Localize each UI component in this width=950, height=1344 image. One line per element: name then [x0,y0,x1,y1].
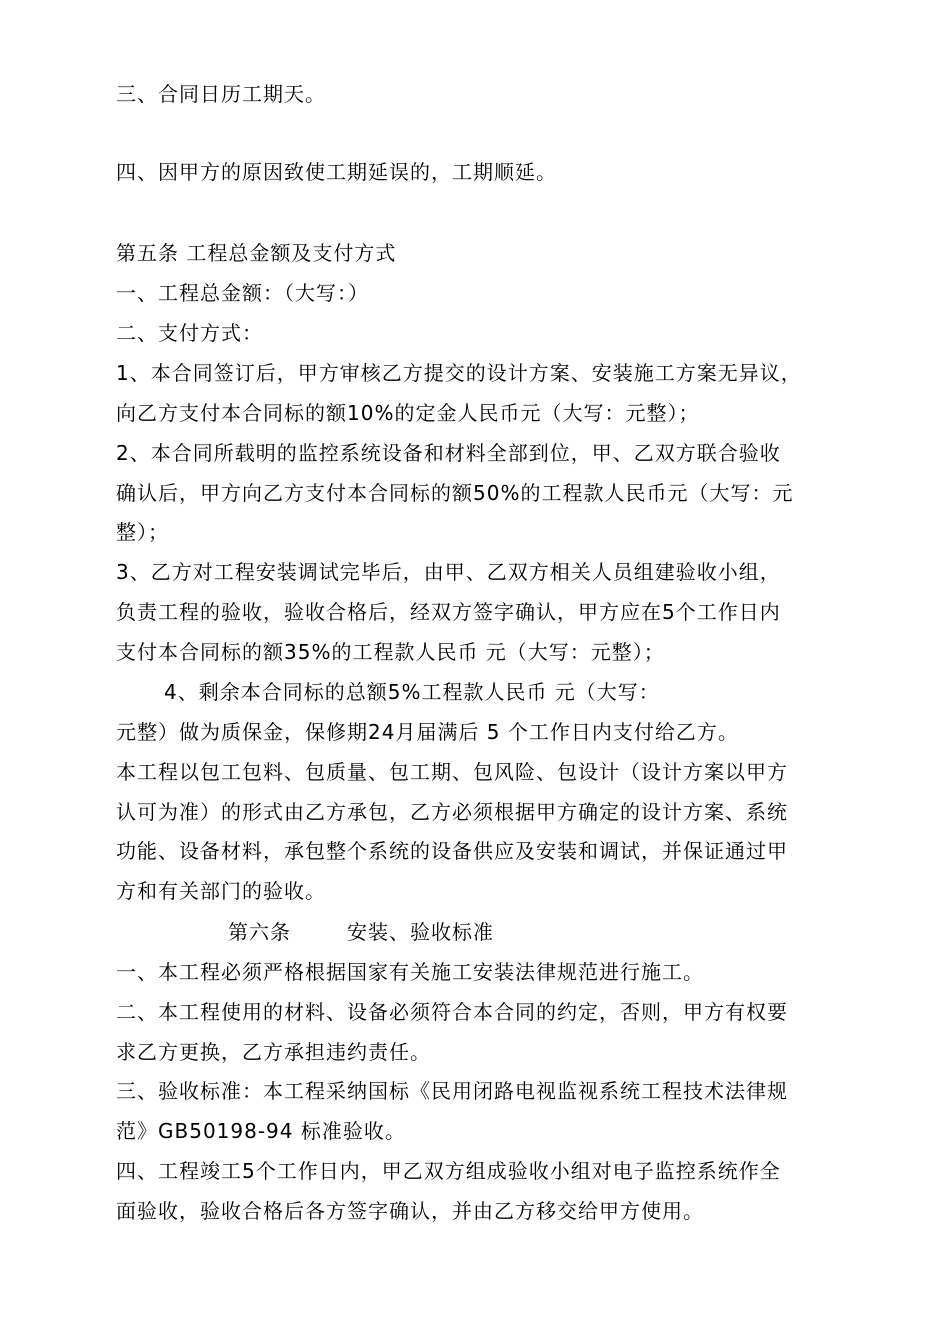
contract-scope-line-4: 方和有关部门的验收。 [116,879,326,903]
total-amount-line: 一、工程总金额：（大写：） [116,281,369,305]
standard-item-4-line-2: 面验收，验收合格后各方签字确认，并由乙方移交给甲方使用。 [116,1199,704,1223]
article-6-number: 第六条 [228,920,291,944]
payment-item-4-line-1: 4、剩余本合同标的总额5%工程款人民币 元（大写： [164,680,660,704]
article-5-heading: 第五条 工程总金额及支付方式 [116,241,397,265]
payment-item-2-line-1: 2、本合同所载明的监控系统设备和材料全部到位，甲、乙双方联合验收 [116,441,781,465]
payment-method-line: 二、支付方式： [116,321,263,345]
clause-3-duration: 三、合同日历工期天。 [116,82,326,106]
article-6-heading [228,920,494,944]
standard-item-3-line-1: 三、验收标准：本工程采纳国标《民用闭路电视监视系统工程技术法律规 [116,1079,788,1103]
contract-scope-line-1: 本工程以包工包料、包质量、包工期、包风险、包设计（设计方案以甲方 [116,760,788,784]
payment-item-2-line-3: 整）； [116,520,169,544]
standard-item-2-line-2: 求乙方更换，乙方承担违约责任。 [116,1040,431,1064]
article-6-title: 安装、验收标准 [347,920,494,944]
payment-item-1-line-2: 向乙方支付本合同标的额10%的定金人民币元（大写：元整）； [116,401,700,425]
contract-scope-line-3: 功能、设备材料，承包整个系统的设备供应及安装和调试，并保证通过甲 [116,839,788,863]
payment-item-3-line-3: 支付本合同标的额35%的工程款人民币 元（大写：元整）； [116,640,665,664]
contract-scope-line-2: 认可为准）的形式由乙方承包，乙方必须根据甲方确定的设计方案、系统 [116,800,788,824]
standard-item-3-line-2: 范》GB50198-94 标准验收。 [116,1119,406,1143]
clause-4-delay: 四、因甲方的原因致使工期延误的，工期顺延。 [116,160,557,184]
payment-item-3-line-2: 负责工程的验收，验收合格后，经双方签字确认，甲方应在5个工作日内 [116,600,781,624]
payment-item-2-line-2: 确认后，甲方向乙方支付本合同标的额50%的工程款人民币元（大写：元 [116,481,794,505]
payment-item-1-line-1: 1、本合同签订后，甲方审核乙方提交的设计方案、安装施工方案无异议， [116,361,802,385]
standard-item-4-line-1: 四、工程竣工5个工作日内，甲乙双方组成验收小组对电子监控系统作全 [116,1159,781,1183]
payment-item-4-line-2: 元整）做为质保金，保修期24月届满后 5 个工作日内支付给乙方。 [116,720,739,744]
payment-item-3-line-1: 3、乙方对工程安装调试完毕后，由甲、乙双方相关人员组建验收小组， [116,560,781,584]
standard-item-1: 一、本工程必须严格根据国家有关施工安装法律规范进行施工。 [116,960,704,984]
standard-item-2-line-1: 二、本工程使用的材料、设备必须符合本合同的约定，否则，甲方有权要 [116,1000,788,1024]
